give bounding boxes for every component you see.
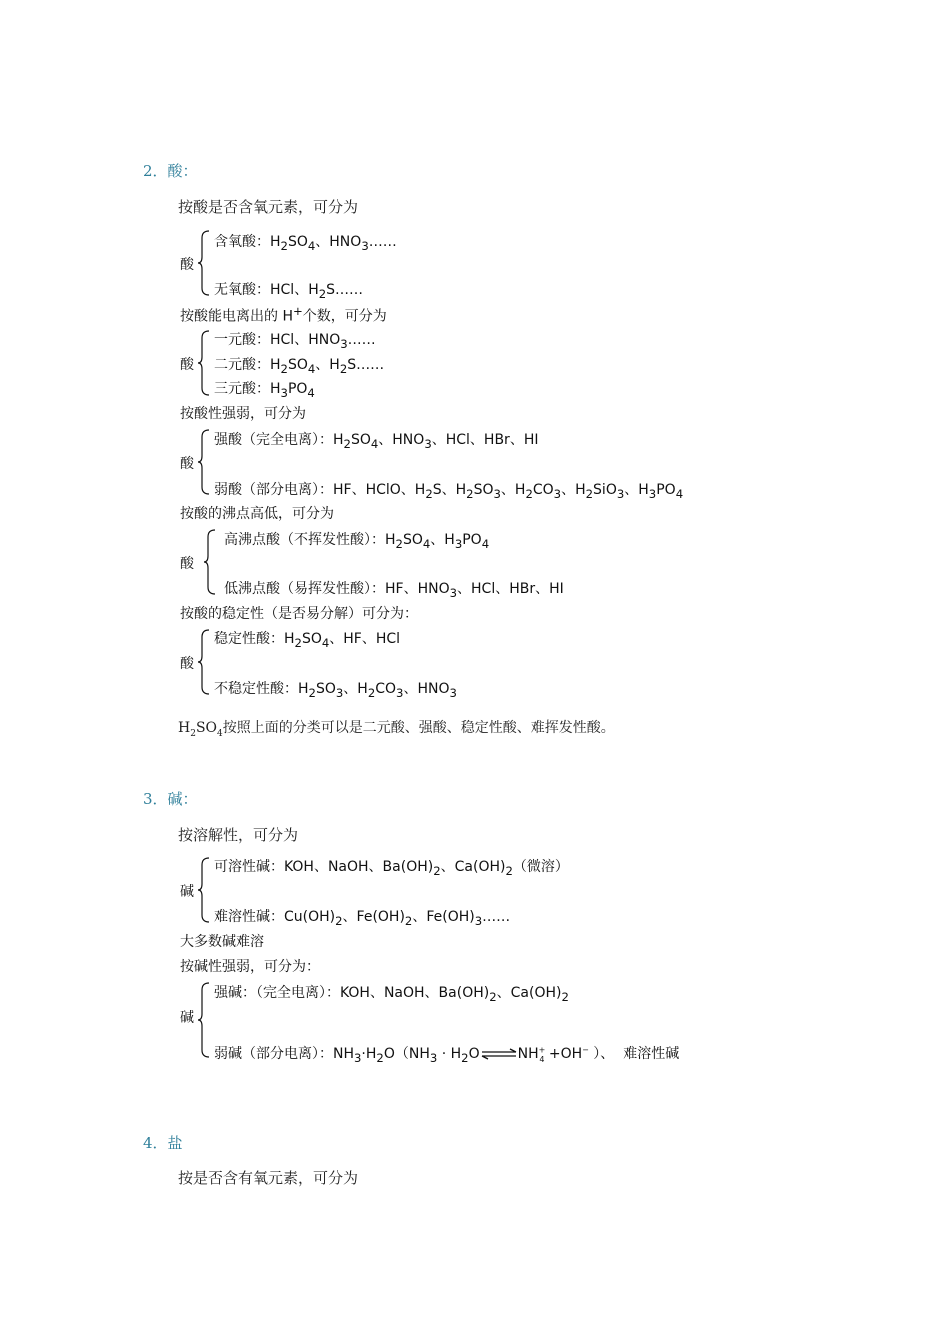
classification-item: 三元酸：$H_3PO_4$	[214, 381, 315, 400]
salt-intro: 按是否含有氧元素，可分为	[178, 1169, 359, 1187]
acid-ions-label: 按酸能电离出的 H+个数，可分为	[180, 304, 387, 325]
base-note: 大多数碱难溶	[180, 934, 264, 950]
brace-icon	[197, 629, 211, 695]
section-heading-acid: 2．酸：	[143, 162, 198, 180]
brace-icon	[197, 230, 211, 296]
classification-item: 二元酸：$H_2SO_4$、$H_2S\dots\dots$	[214, 357, 385, 376]
brace-icon	[197, 857, 211, 923]
classification-item: 高沸点酸（不挥发性酸）：$H_2SO_4$、$H_3PO_4$	[224, 532, 490, 551]
brace-icon	[197, 330, 211, 396]
classification-item: 含氧酸：$H_2SO_4$、$HNO_3\dots\dots$	[214, 234, 397, 253]
classification-root: 酸	[180, 257, 194, 273]
classification-item: 无氧酸：HCl、$H_2S\dots\dots$	[214, 282, 364, 301]
acid-strength-label: 按酸性强弱，可分为	[180, 406, 306, 422]
section-heading-salt: 4．盐	[143, 1134, 183, 1152]
classification-item: 弱碱（部分电离）：$NH_3\cdot H_2O(NH_3 \cdot H_2O$ $NH^+_4 +OH^-$ ）、 难溶性碱	[214, 1045, 680, 1065]
classification-root: 酸	[180, 556, 194, 572]
section-heading-base: 3．碱：	[143, 790, 198, 808]
acid-intro: 按酸是否含氧元素，可分为	[178, 198, 359, 216]
acid-summary: $H_2SO_4$按照上面的分类可以是二元酸、强酸、稳定性酸、难挥发性酸。	[178, 720, 615, 739]
classification-item: 一元酸：HCl、$HNO_3\dots\dots$	[214, 332, 376, 351]
classification-item: 强碱：（完全电离）：KOH、NaOH、$Ba(OH)_2$、$Ca(OH)_2$	[214, 985, 569, 1004]
base-strength-label: 按碱性强弱，可分为：	[180, 959, 320, 975]
classification-item: 强酸（完全电离）：$H_2SO_4$、$HNO_3$、HCl、HBr、HI	[214, 432, 539, 451]
acid-stability-label: 按酸的稳定性（是否易分解）可分为：	[180, 606, 418, 622]
brace-icon	[197, 982, 211, 1058]
base-intro: 按溶解性，可分为	[178, 826, 299, 844]
classification-root: 碱	[180, 884, 194, 900]
classification-root: 碱	[180, 1010, 194, 1026]
classification-root: 酸	[180, 357, 194, 373]
brace-icon	[197, 429, 211, 495]
classification-item: 不稳定性酸：$H_2SO_3$、$H_2CO_3$、$HNO_3$	[214, 681, 457, 700]
classification-item: 稳定性酸：$H_2SO_4$、HF、HCl	[214, 631, 401, 650]
classification-root: 酸	[180, 456, 194, 472]
classification-root: 酸	[180, 656, 194, 672]
classification-item: 低沸点酸（易挥发性酸）：HF、$HNO_3$、HCl、HBr、HI	[224, 581, 564, 600]
brace-icon	[203, 529, 217, 595]
classification-item: 难溶性碱：$Cu(OH)_2$、$Fe(OH)_2$、$Fe(OH)_3\dots\dots$	[214, 909, 511, 928]
acid-boiling-label: 按酸的沸点高低，可分为	[180, 506, 334, 522]
classification-item: 可溶性碱：KOH、NaOH、$Ba(OH)_2$、$Ca(OH)_2$（微溶）	[214, 859, 569, 878]
classification-item: 弱酸（部分电离）：HF、HClO、$H_2S$、$H_2SO_3$、$H_2CO_3$、$H_2SiO_3$、$H_3PO_4$	[214, 482, 684, 501]
equilibrium-arrow-icon	[480, 1048, 518, 1060]
